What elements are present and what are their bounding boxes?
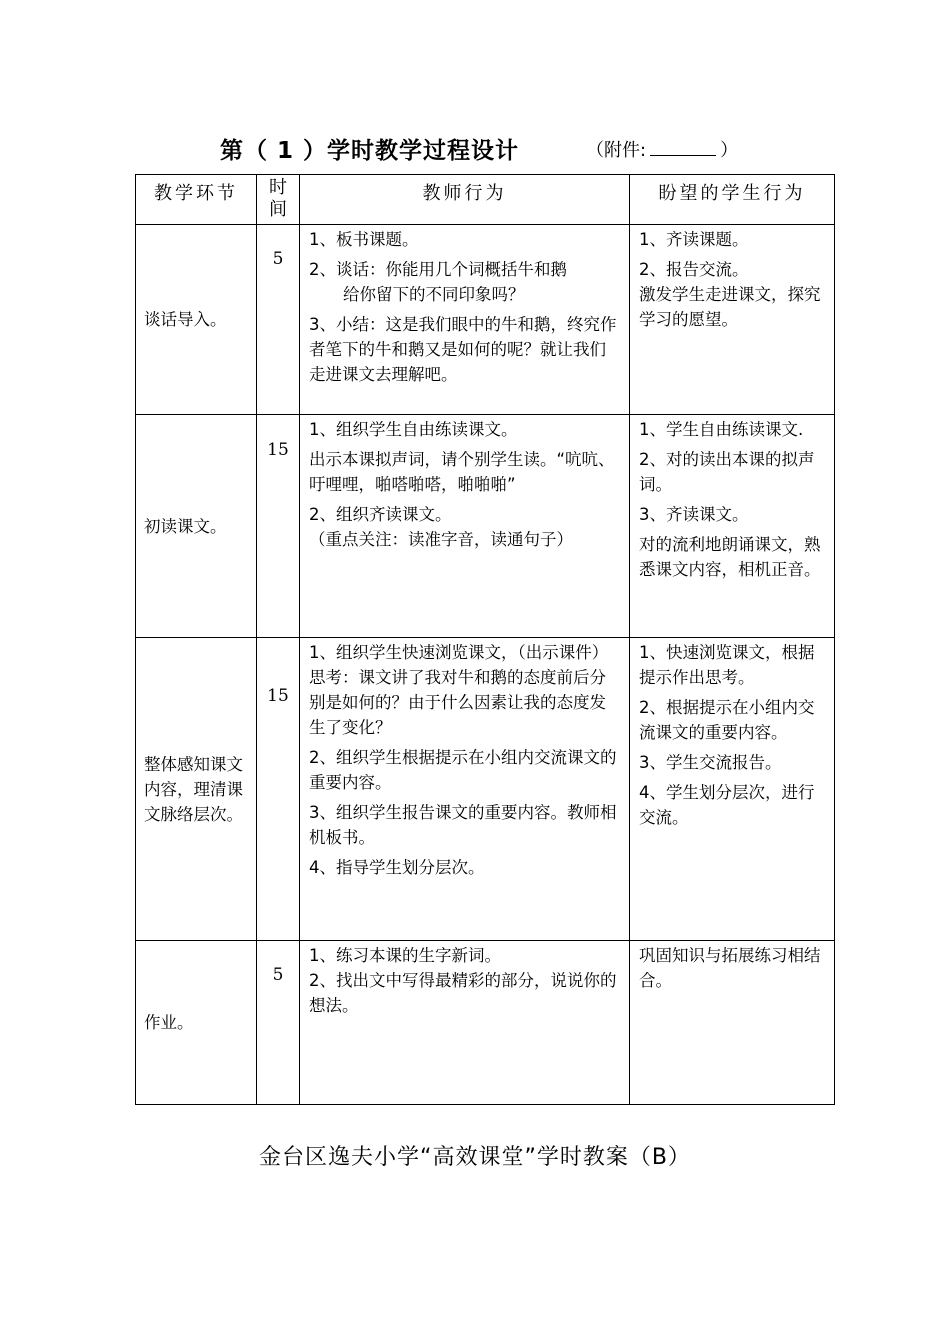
teacher-item: 2、找出文中写得最精彩的部分，说说你的想法。: [309, 971, 617, 1015]
student-item: 1、快速浏览课文，根据提示作出思考。: [639, 643, 815, 687]
teacher-item: 1、组织学生快速浏览课文，（出示课件）思考：课文讲了我对牛和鹅的态度前后分别是如何的？由于什么因素让我的态度发生了变化？: [309, 643, 609, 737]
stage-cell: 整体感知课文内容，理清课文脉络层次。: [136, 638, 257, 941]
school-footer-title: 金台区逸夫小学“高效课堂”学时教案（B）: [259, 1145, 691, 1170]
student-item: 1、学生自由练读课文.: [639, 420, 804, 439]
header-stage: 教学环节: [136, 175, 257, 225]
teacher-cell: [300, 415, 630, 638]
table-row: [136, 638, 835, 941]
teacher-item: 2、组织齐读课文。: [309, 505, 452, 524]
table-row: [136, 225, 835, 415]
header-student: 盼望的学生行为: [630, 175, 835, 225]
teacher-item: 给你留下的不同印象吗？: [343, 285, 525, 304]
student-item: 对的流利地朗诵课文，熟悉课文内容，相机正音。: [639, 535, 821, 579]
table-row: [136, 941, 835, 1105]
teacher-item: 4、指导学生划分层次。: [309, 858, 485, 877]
student-item: 2、对的读出本课的拟声词。: [639, 450, 815, 494]
attachment-blank: [650, 141, 716, 156]
teacher-item: 1、板书课题。: [309, 230, 419, 249]
teacher-item: 3、小结：这是我们眼中的牛和鹅，终究作者笔下的牛和鹅又是如何的呢？就让我们走进课文去理解吧。: [309, 315, 617, 384]
attachment-label: [586, 136, 738, 162]
header-time-line2: 间: [269, 199, 287, 220]
attachment-prefix: （附件:: [586, 140, 647, 161]
student-cell: [630, 415, 835, 638]
stage-cell: 谈话导入。: [136, 225, 257, 415]
teacher-item: 1、组织学生自由练读课文。: [309, 420, 518, 439]
student-item: 1、齐读课题。: [639, 230, 749, 249]
header-teacher: 教师行为: [300, 175, 630, 225]
time-cell: 15: [257, 415, 300, 638]
teacher-item: 出示本课拟声词，请个别学生读。“吭吭、吁哩哩，啪嗒啪嗒，啪啪啪”: [309, 450, 615, 494]
time-cell: 5: [257, 941, 300, 1105]
student-cell: [630, 225, 835, 415]
teacher-cell: [300, 941, 630, 1105]
student-item: 2、根据提示在小组内交流课文的重要内容。: [639, 698, 815, 742]
page-title: 第（ 1 ）学时教学过程设计: [220, 138, 520, 164]
table-header-row: [136, 175, 835, 225]
stage-cell: 作业。: [136, 941, 257, 1105]
lesson-title: [0, 132, 950, 168]
student-item: 巩固知识与拓展练习相结合。: [639, 946, 821, 990]
lesson-process-table: [135, 174, 835, 1105]
student-item: 3、学生交流报告。: [639, 753, 782, 772]
stage-cell: 初读课文。: [136, 415, 257, 638]
teacher-item: 2、谈话：你能用几个词概括牛和鹅: [309, 260, 567, 279]
teacher-item: 3、组织学生报告课文的重要内容。教师相机板书。: [309, 803, 617, 847]
time-cell: 15: [257, 638, 300, 941]
header-time: [257, 175, 300, 225]
teacher-item: 1、练习本课的生字新词。: [309, 946, 501, 965]
student-cell: [630, 638, 835, 941]
header-time-line1: 时: [269, 177, 287, 198]
time-cell: 5: [257, 225, 300, 415]
teacher-item: （重点关注：读准字音，读通句子）: [309, 530, 573, 549]
teacher-cell: [300, 638, 630, 941]
attachment-suffix: ）: [720, 140, 739, 161]
teacher-cell: [300, 225, 630, 415]
student-item: 2、报告交流。: [639, 260, 749, 279]
student-item: 4、学生划分层次，进行交流。: [639, 783, 815, 827]
table-row: [136, 415, 835, 638]
student-item: 激发学生走进课文，探究学习的愿望。: [639, 285, 821, 329]
student-item: 3、齐读课文。: [639, 505, 749, 524]
teacher-item: 2、组织学生根据提示在小组内交流课文的重要内容。: [309, 748, 617, 792]
student-cell: [630, 941, 835, 1105]
